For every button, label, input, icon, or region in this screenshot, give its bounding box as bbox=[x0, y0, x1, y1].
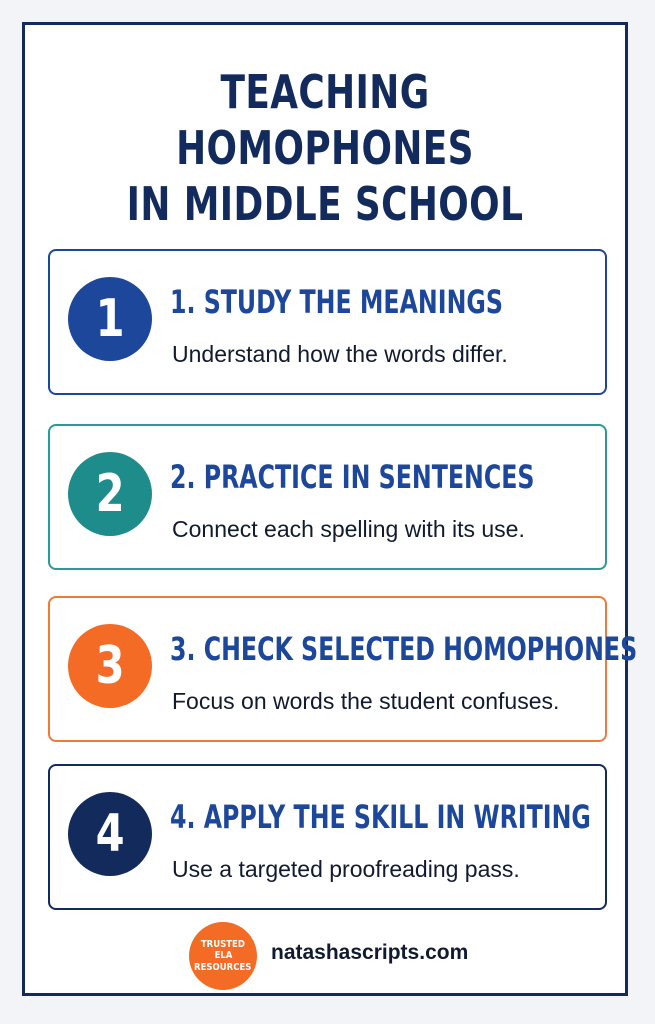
title-line-2: IN MIDDLE SCHOOL bbox=[126, 177, 524, 232]
step-title: 3. CHECK SELECTED HOMOPHONES bbox=[170, 630, 638, 668]
seal-line-3: RESOURCES bbox=[194, 961, 252, 973]
step-badge-3 bbox=[68, 624, 152, 708]
step-title: 1. STUDY THE MEANINGS bbox=[170, 283, 503, 321]
step-card-4 bbox=[48, 764, 607, 910]
step-badge-number: 1 bbox=[95, 289, 125, 349]
website-link[interactable]: natashascripts.com bbox=[271, 941, 469, 964]
step-badge-2 bbox=[68, 452, 152, 536]
step-card-3 bbox=[48, 596, 638, 742]
step-card-1 bbox=[48, 249, 607, 395]
page-title bbox=[89, 64, 562, 232]
step-description: Understand how the words differ. bbox=[172, 341, 508, 367]
seal-line-2: ELA bbox=[214, 950, 232, 962]
step-card-2 bbox=[48, 424, 607, 570]
step-description: Focus on words the student confuses. bbox=[172, 688, 560, 714]
title-line-1: TEACHING HOMOPHONES bbox=[176, 65, 474, 176]
step-title: 2. PRACTICE IN SENTENCES bbox=[170, 458, 535, 496]
step-badge-number: 4 bbox=[95, 804, 125, 864]
step-description: Connect each spelling with its use. bbox=[172, 516, 525, 542]
step-badge-1 bbox=[68, 277, 152, 361]
seal-line-1: TRUSTED bbox=[200, 938, 246, 950]
step-badge-number: 2 bbox=[95, 464, 125, 524]
step-description: Use a targeted proofreading pass. bbox=[172, 856, 520, 882]
step-badge-number: 3 bbox=[95, 636, 125, 696]
trusted-ela-resources-seal bbox=[189, 922, 257, 990]
step-title: 4. APPLY THE SKILL IN WRITING bbox=[170, 798, 591, 836]
step-badge-4 bbox=[68, 792, 152, 876]
